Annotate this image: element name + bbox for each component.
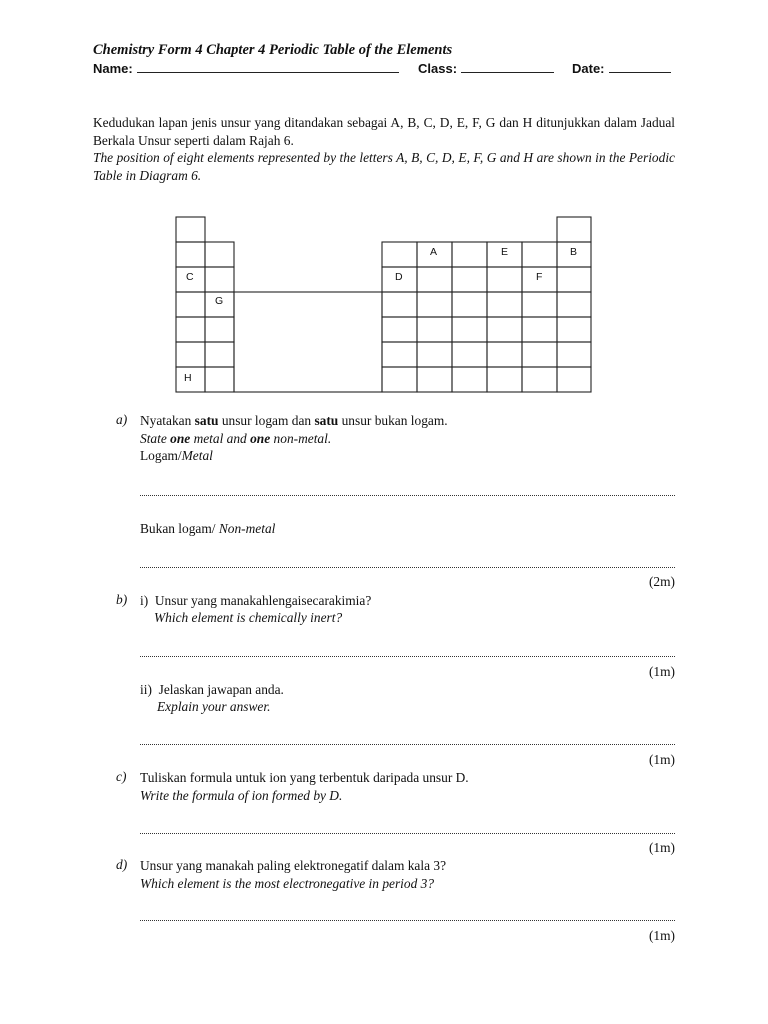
element-label-e: E xyxy=(501,246,509,258)
answer-line-c[interactable] xyxy=(140,833,675,834)
marks-b-i: (1m) xyxy=(648,664,675,679)
question-b-ii-malay: ii) Jelaskan jawapan anda. xyxy=(140,682,284,697)
question-d-label: d) xyxy=(116,857,128,872)
cell-g1-p1 xyxy=(176,217,205,242)
question-b-i-english: Which element is chemically inert? xyxy=(154,610,343,625)
intro-malay: Kedudukan lapan jenis unsur yang ditandakan sebagai A, B, C, D, E, F, G dan H ditunjukkan dalam Jadual Berkala Unsur seperti dalam Rajah 6. xyxy=(93,115,675,148)
question-a-malay: Nyatakan satu unsur logam dan satu unsur bukan logam. xyxy=(140,413,448,428)
worksheet-title: Chemistry Form 4 Chapter 4 Periodic Table of the Elements xyxy=(93,42,453,58)
answer-line-d[interactable] xyxy=(140,920,675,921)
answer-line-b-ii[interactable] xyxy=(140,744,675,745)
name-label: Name: xyxy=(93,61,133,76)
date-label: Date: xyxy=(572,61,605,76)
element-label-c: C xyxy=(186,271,194,283)
question-d-english: Which element is the most electronegative in period 3? xyxy=(140,876,435,891)
answer-line-metal[interactable] xyxy=(140,495,675,496)
question-c-malay: Tuliskan formula untuk ion yang terbentuk daripada unsur D. xyxy=(140,770,469,785)
question-c-english: Write the formula of ion formed by D. xyxy=(140,788,343,803)
element-label-a: A xyxy=(430,246,438,258)
element-label-b: B xyxy=(570,246,578,258)
question-a-english: State one metal and one non-metal. xyxy=(140,431,332,446)
class-label: Class: xyxy=(418,61,458,76)
answer-line-b-i[interactable] xyxy=(140,656,675,657)
question-a-label: a) xyxy=(116,412,128,427)
marks-a: (2m) xyxy=(648,574,675,589)
element-label-d: D xyxy=(395,271,403,283)
answer-line-nonmetal[interactable] xyxy=(140,567,675,568)
question-c-label: c) xyxy=(116,769,127,784)
periodic-table-diagram xyxy=(0,0,768,400)
question-b-ii-english: Explain your answer. xyxy=(157,699,271,714)
marks-d: (1m) xyxy=(648,928,675,943)
nonmetal-label: Bukan logam/ Non-metal xyxy=(140,521,276,536)
intro-english: The position of eight elements represented by the letters A, B, C, D, E, F, G and H are shown in the Periodic Table in Diagram 6. xyxy=(93,150,675,183)
marks-b-ii: (1m) xyxy=(648,752,675,767)
element-label-g: G xyxy=(215,295,224,307)
element-label-h: H xyxy=(184,372,192,384)
marks-c: (1m) xyxy=(648,840,675,855)
question-b-i-malay: i) Unsur yang manakahlengaisecarakimia? xyxy=(140,593,372,608)
question-b-label: b) xyxy=(116,592,128,607)
metal-label: Logam/Metal xyxy=(140,448,213,463)
question-d-malay: Unsur yang manakah paling elektronegatif dalam kala 3? xyxy=(140,858,447,873)
element-label-f: F xyxy=(536,271,543,283)
